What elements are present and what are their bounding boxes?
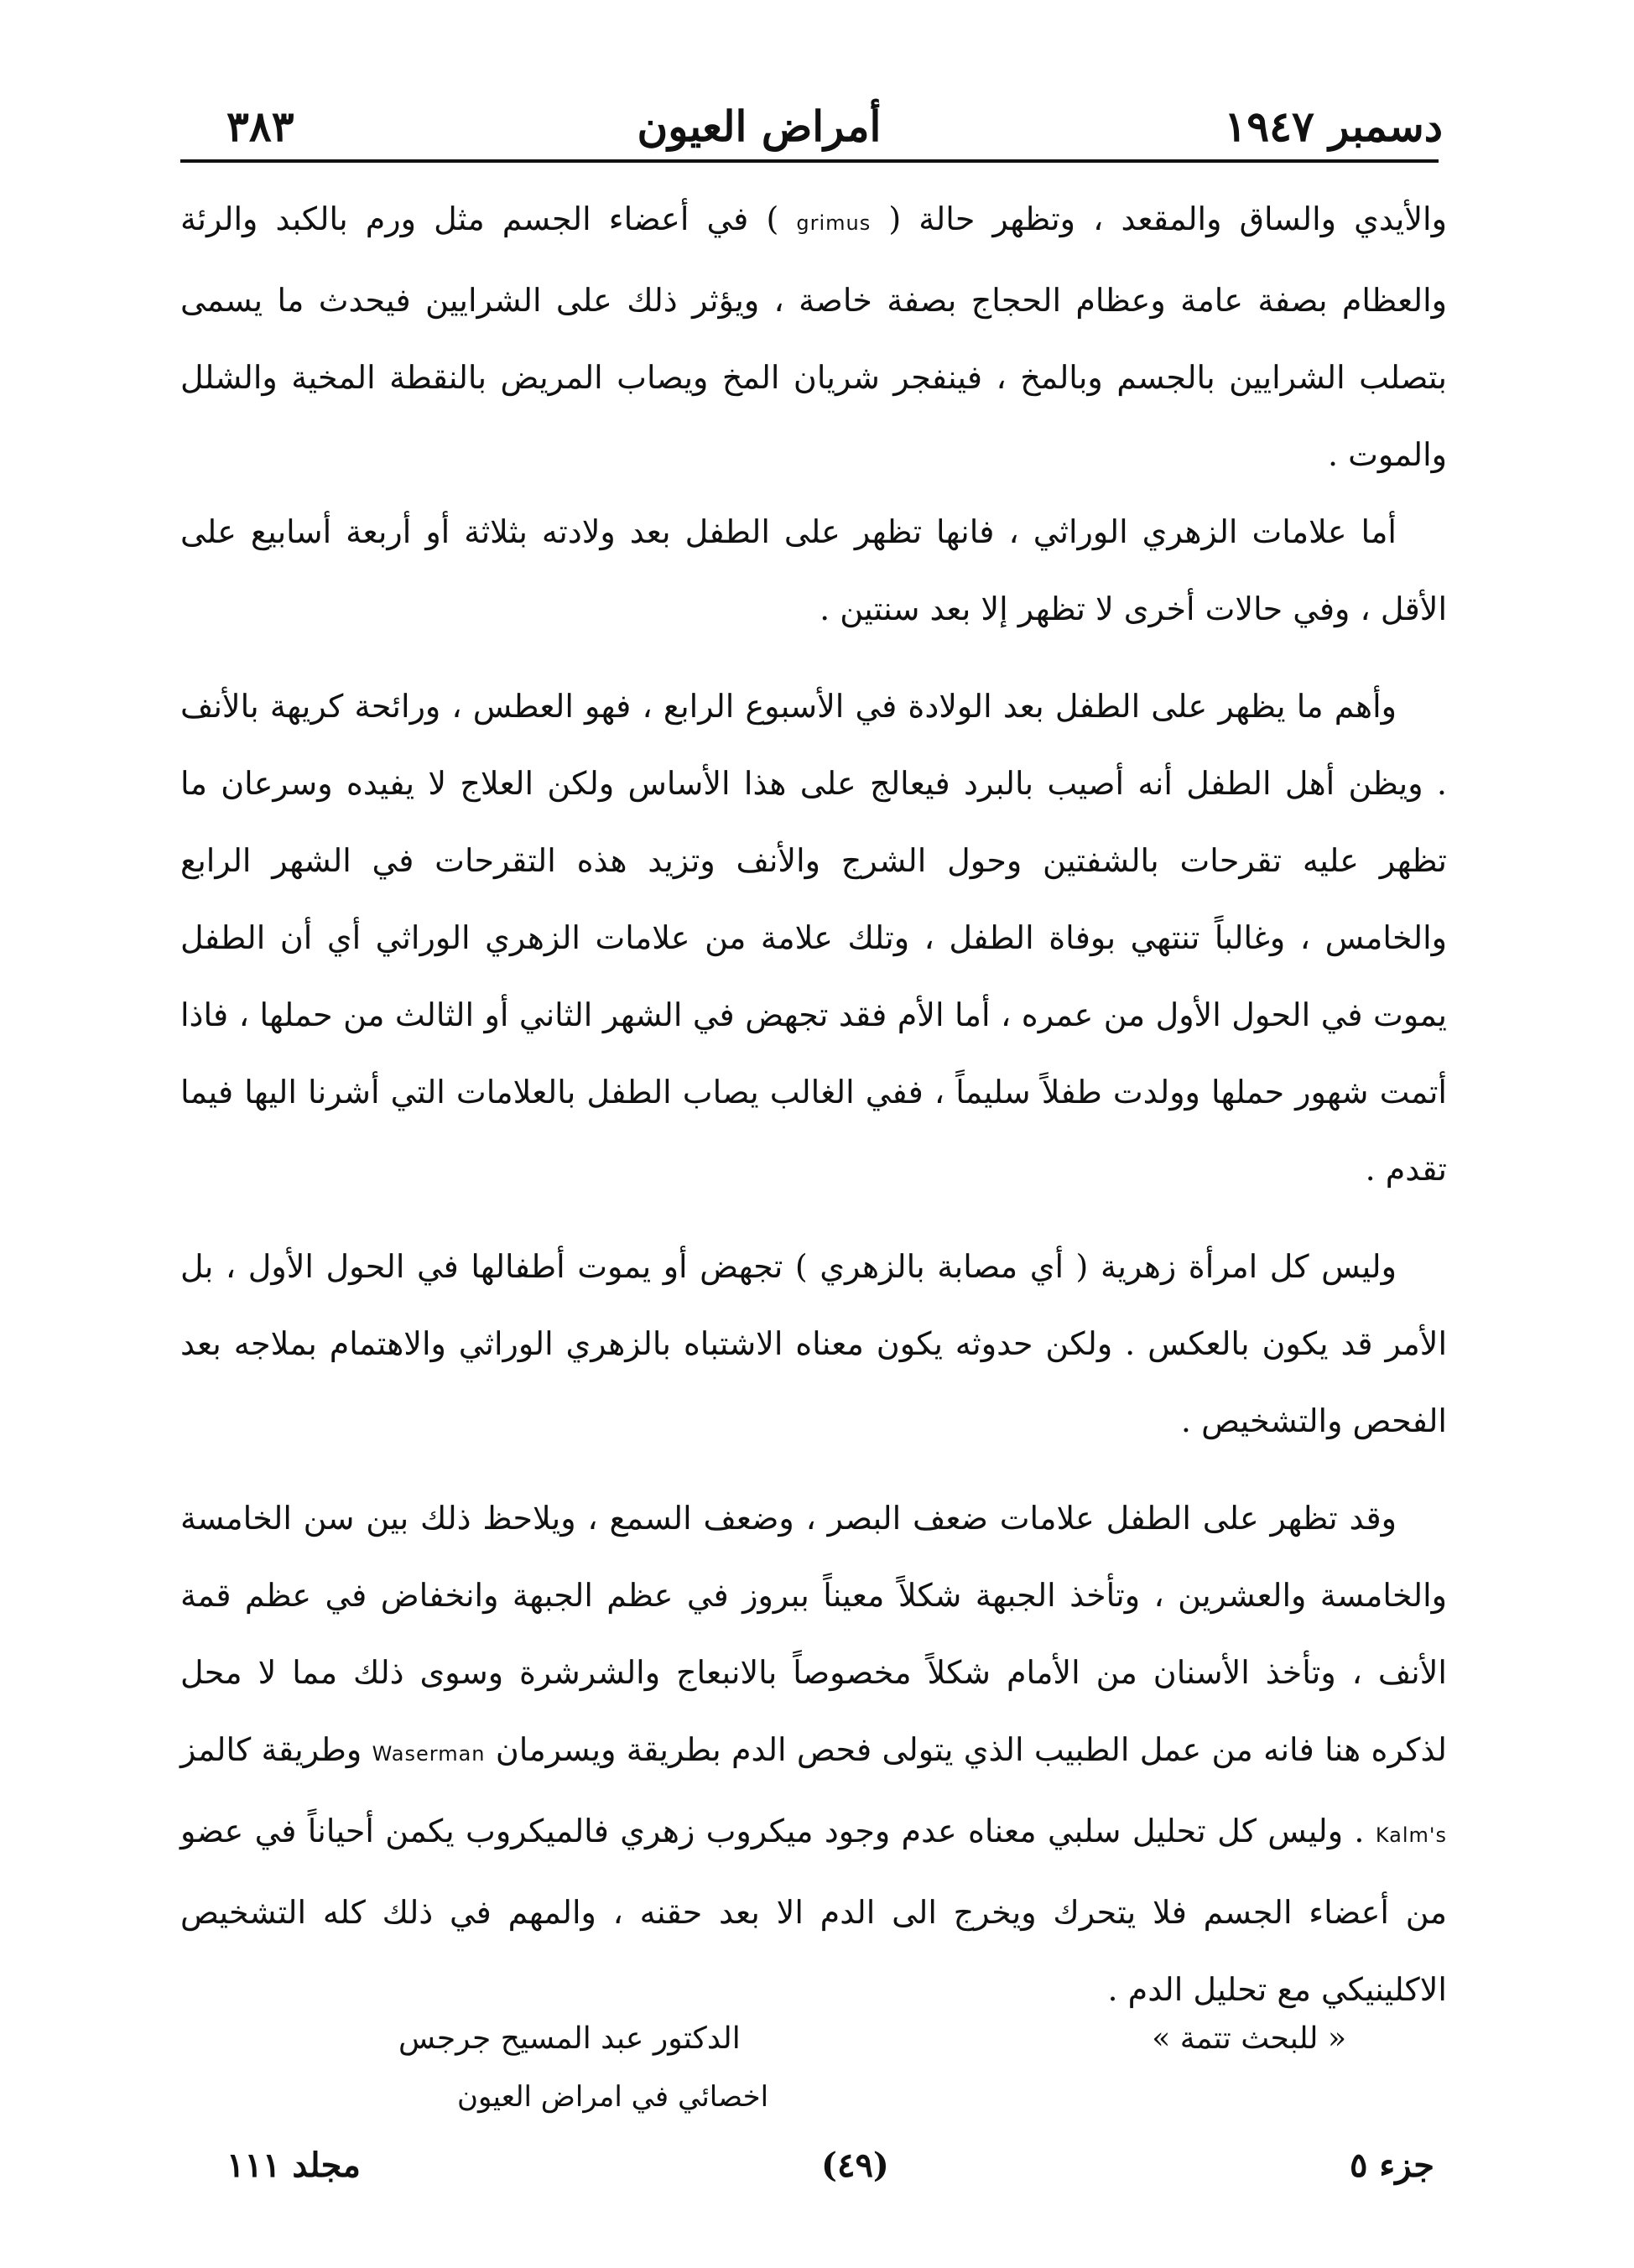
running-header bbox=[226, 92, 1443, 159]
paragraph-5-text-mid: وطريقة كالمز bbox=[180, 1731, 362, 1768]
author-title: اخصائي في امراض العيون bbox=[457, 2080, 769, 2114]
paragraph-5 bbox=[180, 1480, 1447, 2028]
footer-part: جزء ٥ bbox=[1349, 2146, 1434, 2185]
footer-volume: مجلد ١١١ bbox=[226, 2146, 361, 2185]
paragraph-1-text-a: والأيدي والساق والمقعد ، وتظهر حالة ( bbox=[888, 200, 1447, 237]
paragraph-4: وليس كل امرأة زهرية ( أي مصابة بالزهري ) تجهض أو يموت أطفالها في الحول الأول ، بل الأمر قد يكون بالعكس . ولكن حدوثه يكون معناه الاشتباه بالزهري الوراثي والاهتمام بملاجه بعد الفحص والتشخيص . bbox=[180, 1248, 1447, 1439]
header-date: دسمبر ١٩٤٧ bbox=[1224, 101, 1443, 151]
author-name: الدكتور عبد المسيح جرجس bbox=[398, 2021, 741, 2056]
continued-note: « للبحث تتمة » bbox=[1152, 2021, 1346, 2056]
paragraph-5-text-a: وقد تظهر على الطفل علامات ضعف البصر ، وضعف السمع ، ويلاحظ ذلك بين سن الخامسة والخامسة والعشرين ، وتأخذ الجبهة شكلاً معيناً ببروز في عظم الجبهة وانخفاض في عظم قمة الأنف ، وتأخذ الأسنان من الأمام شكلاً مخصوصاً بالانبعاج والشرشرة وسوى ذلك مما لا محل لذكره هنا فانه من عمل الطبيب الذي يتولى فحص الدم بطريقة ويسرمان bbox=[180, 1500, 1447, 1768]
header-rule bbox=[180, 159, 1439, 163]
paragraph-1-text-b: ) في أعضاء الجسم مثل ورم بالكبد والرئة والعظام بصفة عامة وعظام الحجاج بصفة خاصة ، ويؤثر ذلك على الشرايين فيحدث ما يسمى بتصلب الشرايين بالجسم وبالمخ ، فينفجر شريان المخ ويصاب المريض بالنقطة المخية والشلل والموت . bbox=[180, 200, 1447, 473]
page-footer bbox=[226, 2146, 1434, 2185]
latin-term-grimus: grimus bbox=[796, 211, 872, 235]
paragraph-1 bbox=[180, 180, 1447, 493]
article-body bbox=[180, 180, 1447, 2028]
paragraph-5-text-b: . وليس كل تحليل سلبي معناه عدم وجود ميكروب زهري فالميكروب يكمن أحياناً في عضو من أعضاء الجسم فلا يتحرك ويخرج الى الدم الا بعد حقنه ، والمهم في ذلك كله التشخيص الاكلينيكي مع تحليل الدم . bbox=[180, 1813, 1447, 2008]
latin-term-waserman: Waserman bbox=[372, 1742, 486, 1766]
latin-term-kalms: Kalm's bbox=[1375, 1823, 1447, 1847]
paragraph-3: وأهم ما يظهر على الطفل بعد الولادة في الأسبوع الرابع ، فهو العطس ، ورائحة كريهة بالأنف . ويظن أهل الطفل أنه أصيب بالبرد فيعالج على هذا الأساس ولكن العلاج لا يفيده وسرعان ما تظهر عليه تقرحات بالشفتين وحول الشرج والأنف وتزيد هذه التقرحات في الشهر الرابع والخامس ، وغالباً تنتهي بوفاة الطفل ، وتلك علامة من علامات الزهري الوراثي أي أن الطفل يموت في الحول الأول من عمره ، أما الأم فقد تجهض في الشهر الثاني أو الثالث من حملها ، فاذا أتمت شهور حملها وولدت طفلاً سليماً ، ففي الغالب يصاب الطفل بالعلامات التي أشرنا اليها فيما تقدم . bbox=[180, 688, 1447, 1188]
footer-folio: (٤٩) bbox=[821, 2146, 889, 2185]
signature-block bbox=[180, 2021, 1447, 2114]
paragraph-2: أما علامات الزهري الوراثي ، فانها تظهر على الطفل بعد ولادته بثلاثة أو أربعة أسابيع على الأقل ، وفي حالات أخرى لا تظهر إلا بعد سنتين . bbox=[180, 513, 1447, 627]
header-title: أمراض العيون bbox=[637, 101, 882, 151]
header-page-number: ٣٨٣ bbox=[226, 101, 294, 151]
